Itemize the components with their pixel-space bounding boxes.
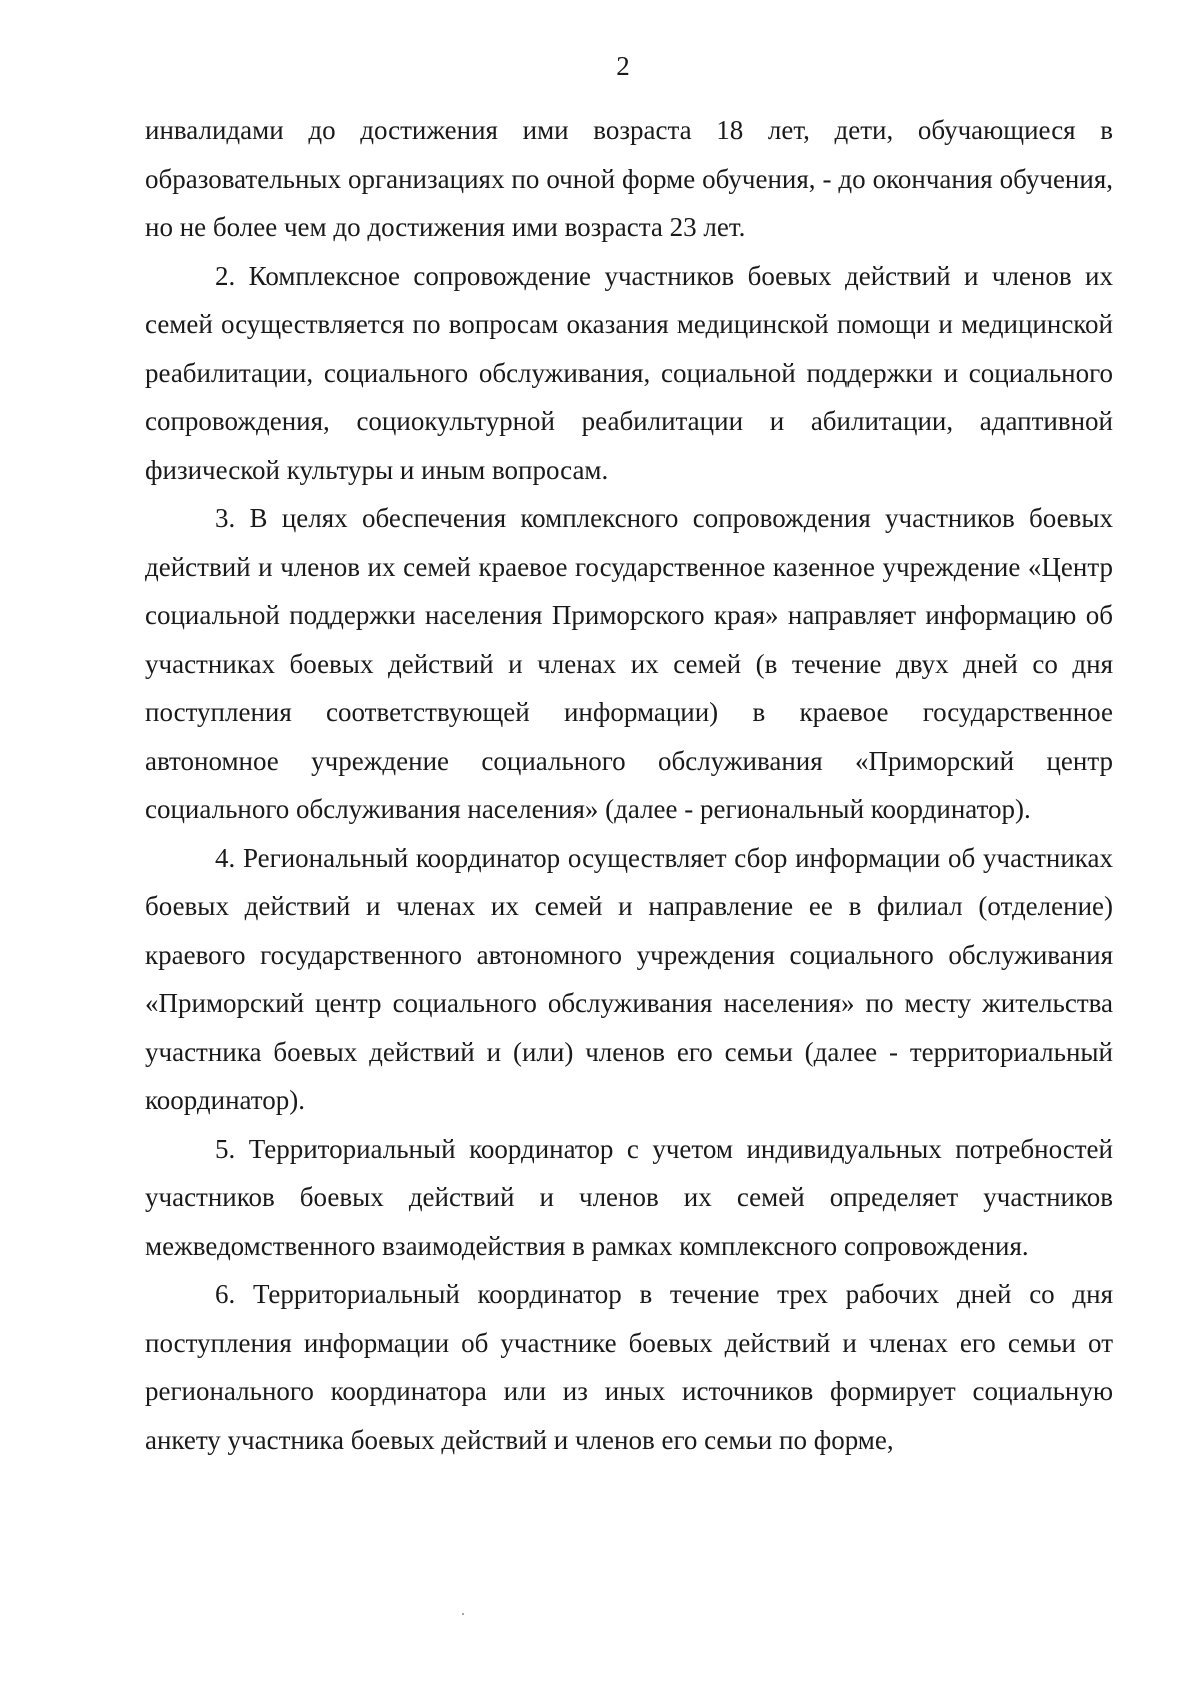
paragraph-continuation: инвалидами до достижения ими возраста 18 лет, дети, обучающиеся в образовательных организациях по очной форме обучения, - до окончания обучения, но не более чем до достижения ими возраста 23 лет. (145, 115, 1113, 242)
paragraph-3: 3. В целях обеспечения комплексного сопровождения участников боевых действий и членов их семей краевое государственное казенное учреждение «Центр социальной поддержки населения Приморского края» направляет информацию об участниках боевых действий и членах их семей (в течение двух дней со дня поступления соответствующей информации) в краевое государственное автономное учреждение социального обслуживания «Приморский центр социального обслуживания населения» (далее - региональный координатор). (145, 503, 1113, 824)
paragraph-5: 5. Территориальный координатор с учетом индивидуальных потребностей участников боевых действий и членов их семей определяет участников межведомственного взаимодействия в рамках комплексного сопровождения. (145, 1133, 1113, 1261)
document-body (145, 106, 1113, 1464)
scan-speck (462, 1613, 464, 1615)
paragraph-6: 6. Территориальный координатор в течение трех рабочих дней со дня поступления информации об участнике боевых действий и членах его семьи от регионального координатора или из иных источников формирует социальную анкету участника боевых действий и членов его семьи по форме, (145, 1279, 1113, 1455)
paragraph-4: 4. Региональный координатор осуществляет сбор информации об участниках боевых действий и членах их семей и направление ее в филиал (отделение) краевого государственного автономного учреждения социального обслуживания «Приморский центр социального обслуживания населения» по месту жительства участника боевых действий и (или) членов его семьи (далее - территориальный координатор). (145, 842, 1113, 1115)
page-number: 2 (616, 51, 630, 81)
paragraph-2: 2. Комплексное сопровождение участников боевых действий и членов их семей осуществляется по вопросам оказания медицинской помощи и медицинской реабилитации, социального обслуживания, социальной поддержки и социального сопровождения, социокультурной реабилитации и абилитации, адаптивной физической культуры и иным вопросам. (145, 260, 1113, 485)
